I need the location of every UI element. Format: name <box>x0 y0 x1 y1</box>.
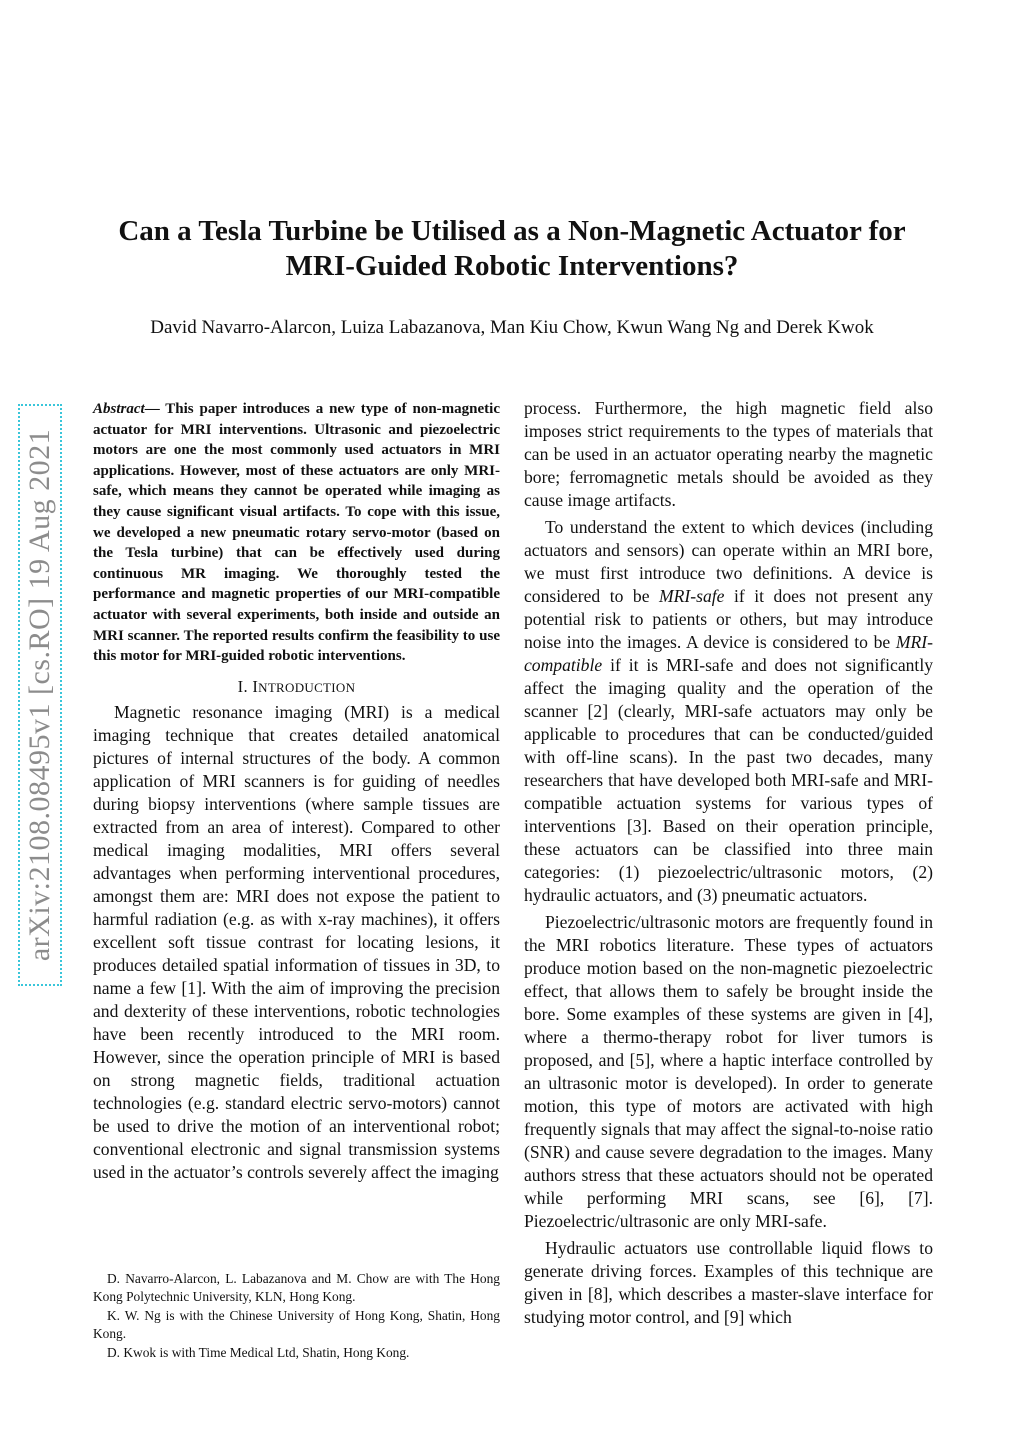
para2-part-c: if it is MRI-safe and does not significantly affect the imaging quality and the operation of the scanner [2] (clearly, MRI-safe actuators may only be applicable to procedures that can be conducted/guided with off-line scans). In the past two decades, many researchers that have developed both MRI-safe and MRI-compatible actuation systems for various types of interventions [3]. Based on their operation principle, these actuators can be classified into three main categories: (1) piezoelectric/ultrasonic motors, (2) hydraulic actuators, and (3) pneumatic actuators. <box>524 655 933 905</box>
left-column <box>93 399 500 1184</box>
section-title-rest: NTRODUCTION <box>258 679 356 695</box>
section-heading-introduction <box>93 677 500 697</box>
section-initial: I <box>252 676 259 696</box>
paper-title-line-1: Can a Tesla Turbine be Utilised as a Non-Magnetic Actuator for <box>118 215 906 247</box>
term-mri-compatible: MRI-compatible <box>524 632 933 675</box>
abstract-text: — This paper introduces a new type of non-magnetic actuator for MRI interventions. Ultrasonic and piezoelectric motors are one the most commonly used actuators in MRI applications. However, most of these actuators are only MRI-safe, which means they cannot be operated while imaging as they cause significant visual artifacts. To cope with this issue, we developed a new pneumatic rotary servo-motor (based on the Tesla turbine) that can be effectively used during continuous MR imaging. We thoroughly tested the performance and magnetic properties of our MRI-compatible actuator with several experiments, both inside and outside an MRI scanner. The reported results confirm the feasibility to use this motor for MRI-guided robotic interventions. <box>93 401 500 665</box>
footnote-affiliation-1: D. Navarro-Alarcon, L. Labazanova and M. Chow are with The Hong Kong Polytechnic University, KLN, Hong Kong. <box>93 1271 500 1304</box>
right-column <box>524 397 933 1329</box>
abstract <box>93 399 500 667</box>
intro-paragraph-2 <box>524 516 933 907</box>
intro-paragraph-1-continued: process. Furthermore, the high magnetic field also imposes strict requirements to the types of materials that can be used in an actuator operating nearby the magnetic bore; ferromagnetic metals should be avoided as they cause image artifacts. <box>524 398 933 510</box>
intro-paragraph-4: Hydraulic actuators use controllable liquid flows to generate driving forces. Examples of this technique are given in [8], which describes a master-slave interface for studying motor control, and [9] which <box>524 1238 933 1327</box>
intro-paragraph-3: Piezoelectric/ultrasonic motors are frequently found in the MRI robotics literature. These types of actuators produce motion based on the non-magnetic piezoelectric effect, that allows them to safely be brought inside the bore. Some examples of these systems are given in [4], where a thermo-therapy robot for liver tumors is proposed, and [5], where a haptic interface controlled by an ultrasonic motor is developed). In order to generate motion, this type of motors are activated with high frequently signals that may affect the signal-to-noise ratio (SNR) and cause severe degradation to the images. Many authors stress that these actuators should not be operated while performing MRI scans, see [6], [7]. Piezoelectric/ultrasonic are only MRI-safe. <box>524 912 933 1231</box>
para2-part-b: if it does not present any potential risk to patients or others, but may introduce noise into the images. A device is considered to be <box>524 586 933 652</box>
intro-paragraph-1: Magnetic resonance imaging (MRI) is a medical imaging technique that creates detailed anatomical pictures of internal structures of the body. A common application of MRI scanners is for guiding of needles during biopsy interventions (where sample tissues are extracted from an area of interest). Compared to other medical imaging modalities, MRI offers several advantages when performing interventional procedures, amongst them are: MRI does not expose the patient to harmful radiation (e.g. as with x-ray machines), it offers excellent soft tissue contrast for locating lesions, it produces detailed spatial information of tissues in 3D, to name a few [1]. With the aim of improving the precision and dexterity of these interventions, robotic technologies have been recently introduced to the MRI room. However, since the operation principle of MRI is based on strong magnetic fields, traditional actuation technologies (e.g. standard electric servo-motors) cannot be used to drive the motion of an interventional robot; conventional electronic and signal transmission systems used in the actuator’s controls severely affect the imaging <box>93 701 500 1182</box>
section-number: I. <box>237 676 253 696</box>
abstract-label: Abstract <box>93 401 145 417</box>
footnotes <box>93 1270 500 1363</box>
term-mri-safe: MRI-safe <box>659 586 725 606</box>
author-list: David Navarro-Alarcon, Luiza Labazanova, Man Kiu Chow, Kwun Wang Ng and Derek Kwok <box>150 317 874 338</box>
arxiv-identifier: arXiv:2108.08495v1 [cs.RO] 19 Aug 2021 <box>23 428 56 962</box>
footnote-affiliation-3: D. Kwok is with Time Medical Ltd, Shatin, Hong Kong. <box>107 1345 410 1360</box>
footnote-affiliation-2: K. W. Ng is with the Chinese University of Hong Kong, Shatin, Hong Kong. <box>93 1308 500 1341</box>
paper-title <box>60 214 964 284</box>
para2-part-a: To understand the extent to which devices (including actuators and sensors) can operate within an MRI bore, we must first introduce two definitions. A device is considered to be <box>524 517 933 606</box>
paper-title-line-2: MRI-Guided Robotic Interventions? <box>285 250 739 282</box>
